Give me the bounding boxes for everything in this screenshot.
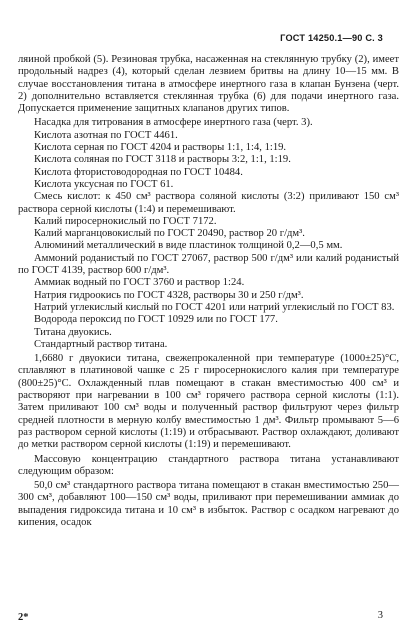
paragraph: 1,6680 г двуокиси титана, свежепрокаленной при температуре (1000±25)°С, сплавляют в платиновой чашке с 25 г пиросернокислого калия при температуре (800±25)°С. Охлажденный плав помещают в стакан вместимостью 400 см³ и растворяют при нагревании в 100 см³ горячего раствора серной кислоты (1:1). Затем приливают 100 см³ воды и полученный раствор фильтруют через фильтр средней плотности в мерную колбу вместимостью 1 дм³. Фильтр промывают 5—6 раз раствором серной кислоты (1:19) и отбрасывают. Раствор охлаждают, доливают до метки раствором серной кислоты (1:19) и перемешивают. [18,353,399,451]
paragraph: 50,0 см³ стандартного раствора титана помещают в стакан вместимостью 250—300 см³, добавляют 100—150 см³ воды, приливают при перемешивании аммиак до выпадения гидроксида титана и 10 см³ в избыток. Раствор с осадком нагревают до кипения, осадок [18,480,399,528]
paragraph: Калий пиросернокислый по ГОСТ 7172. [34,215,217,227]
paragraph: Кислота соляная по ГОСТ 3118 и растворы 3:2, 1:1, 1:19. [34,154,291,166]
paragraph: Аммоний роданистый по ГОСТ 27067, раствор 500 г/дм³ или калий роданистый по ГОСТ 4139, раствор 600 г/дм³. [18,252,399,277]
paragraph: Натрия гидроокись по ГОСТ 4328, растворы 30 и 250 г/дм³. [34,289,304,301]
page-header: ГОСТ 14250.1—90 С. 3 [280,33,383,43]
paragraph: Алюминий металлический в виде пластинок толщиной 0,2—0,5 мм. [34,240,343,252]
paragraph: Стандартный раствор титана. [34,338,168,350]
paragraph: Аммиак водный по ГОСТ 3760 и раствор 1:24. [34,277,245,289]
paragraph: Смесь кислот: к 450 см³ раствора соляной кислоты (3:2) приливают 150 см³ раствора серной кислоты (1:4) и перемешивают. [18,191,399,215]
paragraph: Кислота уксусная по ГОСТ 61. [34,178,174,190]
paragraph: Кислота азотная по ГОСТ 4461. [34,129,178,141]
paragraph: Кислота фтористоводородная по ГОСТ 10484. [34,166,243,178]
paragraph: Массовую концентрацию стандартного раствора титана устанавливают следующим образом: [18,453,399,477]
paragraph: Натрий углекислый кислый по ГОСТ 4201 или натрий углекислый по ГОСТ 83. [34,301,395,313]
paragraph: Насадка для титрования в атмосфере инертного газа (черт. 3). [34,117,313,129]
document-body [18,54,399,529]
paragraph: Калий марганцовокислый по ГОСТ 20490, раствор 20 г/дм³. [34,228,305,240]
paragraph: Кислота серная по ГОСТ 4204 и растворы 1:1, 1:4, 1:19. [34,142,287,154]
paragraph: ляиной пробкой (5). Резиновая трубка, насаженная на стеклянную трубку (2), имеет продольный надрез (4), который сделан лезвием бритвы на длину 10—15 мм. В случае восстановления титана в атмосфере инертного газа в клапан Бунзена (черт. 2) дополнительно вставляется стеклянная трубка (6) для подачи инертного газа. Допускается применение защитных клапанов других типов. [18,54,399,115]
page-number: 3 [377,610,383,621]
paragraph: Водорода пероксид по ГОСТ 10929 или по ГОСТ 177. [34,314,278,326]
paragraph: Титана двуокись. [34,326,112,338]
footer-signature: 2* [18,612,29,623]
